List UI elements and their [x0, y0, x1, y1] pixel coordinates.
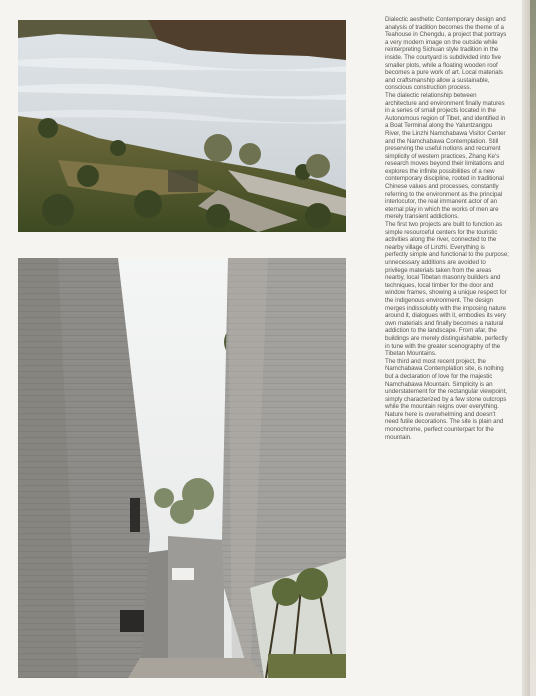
article-paragraph-1: Dialectic aesthetic Contemporary design and analysis of tradition becomes the theme of a Teahouse in Chengdu, a project that portrays a very modern image on the outside while reinterpreting Sichuan style tradition in the inside. The courtyard is subdivided into five smaller plots, while a floating wooden roof becomes a pure work of art. Local materials and craftsmanship allow a sustainable, conscious construction process.: [385, 16, 507, 92]
article-paragraph-4: The third and most recent project, the Namchabawa Contemplation site, is nothing but a declaration of love for the majestic Namchabawa Mountain. Simplicity is an understatement for the rectangular viewpoint, simply characterized by a few stone outcrops while the mountain reigns over everything. Nature here is overwhelming and doesn't need futile decorations. The site is plain and monochrome, perfect counterpart for the mountain.: [385, 357, 507, 441]
article-text-column: [385, 16, 509, 441]
river-landscape-photo: [18, 20, 346, 232]
concrete-courtyard-photo: [18, 258, 346, 678]
article-paragraph-3: The first two projects are built to function as simple resourceful centers for the touristic activities along the river, connected to the nearby village of Linzhi. Everything is perfectly simple and functional to the purpose; unnecessary additions are avoided to privilege materials taken from the areas nearby, local Tibetan masonry builders and techniques, local timber for the door and window frames, showing a unique respect for the indigenous environment. The design merges indissolubly with the imposing nature around it, dialogues with it, embodies its very own materials and finally becomes a natural addiction to the landscape. From afar, the buildings are merely distinguishable, perfectly in tune with the greater scenography of the Tibetan Mountains.: [385, 221, 509, 358]
article-paragraph-2: The dialectic relationship between architecture and environment finally matures in a series of small projects located in the Autonomous region of Tibet, and identified in a Boat Terminal along the Yaluntzangpu River, the Linzhi Namchabawa Visitor Center and the Namchabawa Contemplation. Still preserving the useful notions and recurrent simplicity of western practices, Zhang Ke's research moves beyond their limitations and explores the infinite possibilities of a new contemporary discipline, rooted in traditional Chinese values and processes, constantly referring to the environment as the principal interlocutor, the real immanent actor of an eternal play in which the works of men are merely transient addictions.: [385, 91, 506, 221]
next-page-edge: [530, 0, 536, 696]
